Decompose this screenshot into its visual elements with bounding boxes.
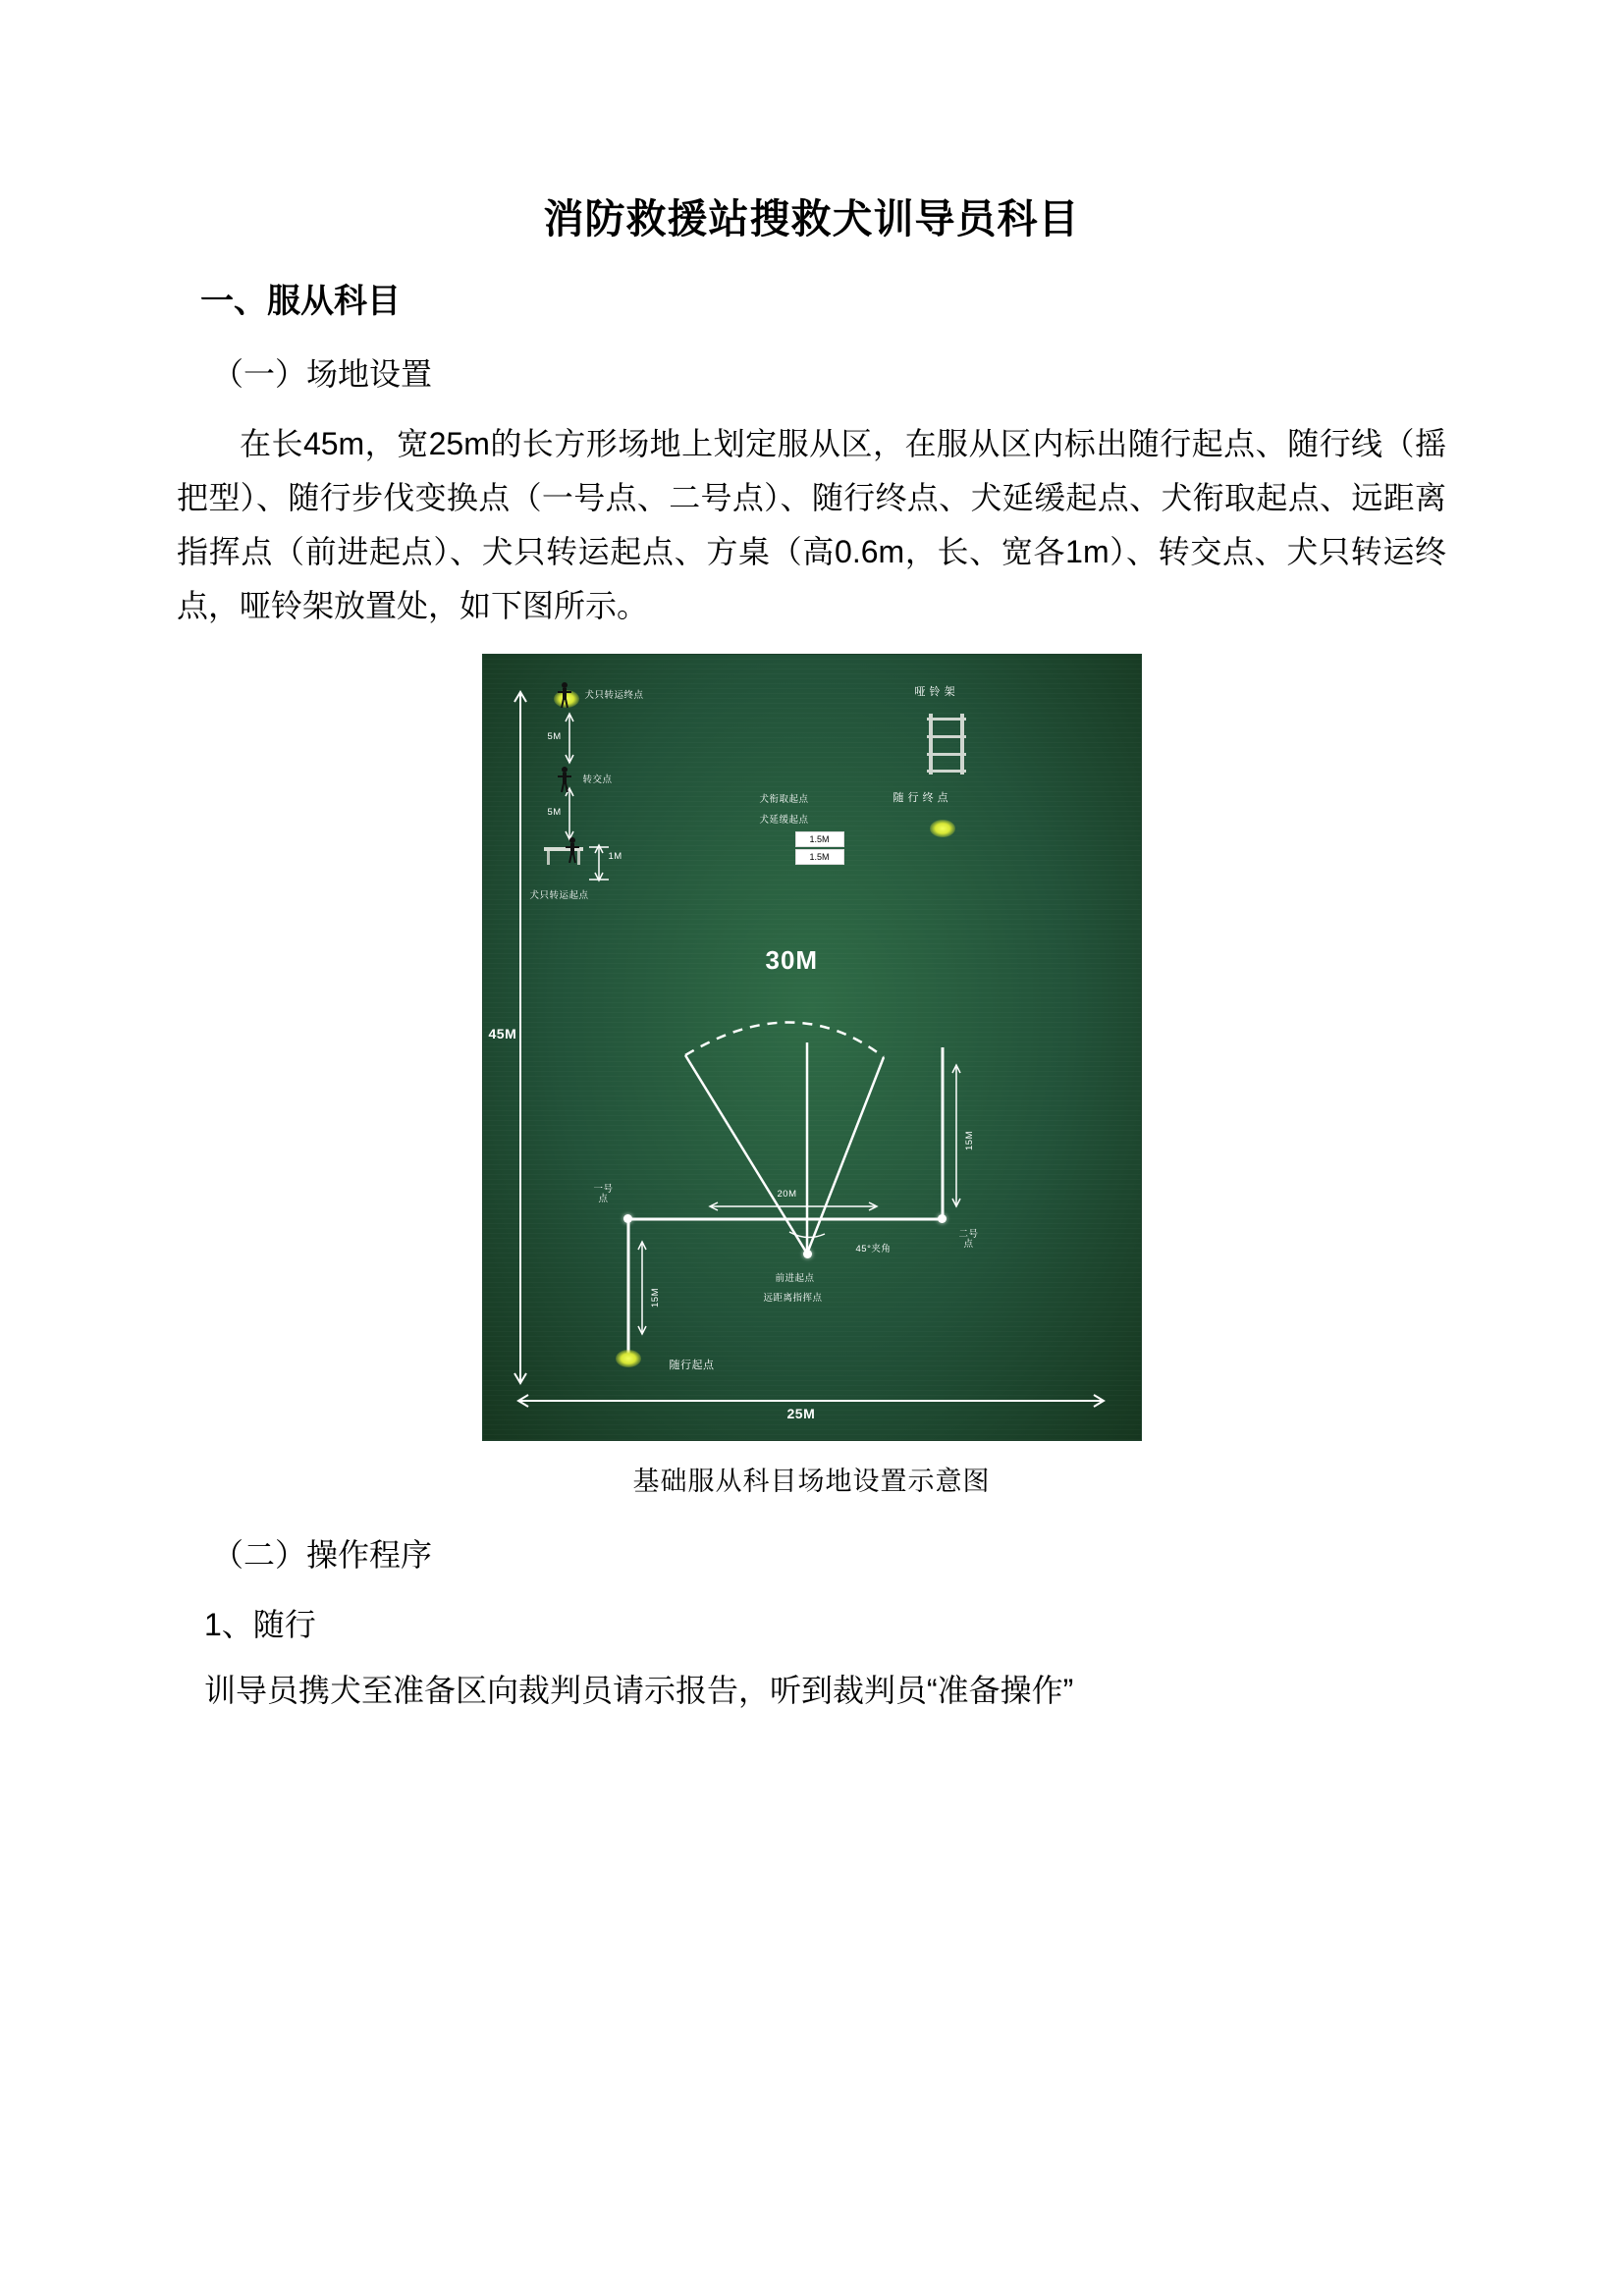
heading-section-b: （二）操作程序: [212, 1536, 433, 1573]
label-point-two: 二号点: [958, 1228, 979, 1251]
label-dim-15m-right: 15M: [963, 1130, 975, 1150]
label-dim-5m-b: 5M: [547, 806, 562, 818]
label-dim-20m: 20M: [777, 1188, 797, 1200]
box-label-1-5m-a: 1.5M: [795, 831, 844, 847]
label-transfer-point: 转交点: [582, 774, 613, 785]
label-remote-command: 远距离指挥点: [763, 1292, 823, 1304]
label-delay-start: 犬延缓起点: [759, 814, 809, 826]
person-icon-transfer-point: [558, 767, 571, 792]
heading-section-a: （一）场地设置: [212, 356, 433, 393]
marker-heel-start: [616, 1350, 641, 1367]
label-dim-5m-a: 5M: [547, 730, 562, 742]
figure-container: [177, 654, 1446, 1446]
label-dim-45m: 45M: [488, 1025, 517, 1041]
box-label-1-5m-b: 1.5M: [795, 849, 844, 865]
person-icon-transport-start: [566, 837, 579, 863]
label-dim-25m: 25M: [786, 1405, 816, 1421]
marker-point-one: [623, 1214, 632, 1223]
label-heel-end: 随 行 终 点: [893, 791, 949, 804]
figure-caption: 基础服从科目场地设置示意图: [632, 1466, 991, 1496]
person-icon-transport-end: [558, 682, 571, 708]
marker-point-two: [938, 1214, 947, 1223]
dumbbell-rack-icon: [925, 714, 968, 774]
label-point-one-a: 一号点: [593, 1183, 614, 1205]
label-dim-1m: 1M: [608, 850, 622, 862]
label-dumbbell-rack: 哑 铃 架: [914, 685, 956, 698]
page-title: 消防救援站搜救犬训导员科目: [543, 196, 1080, 241]
marker-heel-end: [930, 820, 955, 837]
heading-level-1: 一、服从科目: [200, 283, 401, 321]
label-dog-transport-start: 犬只转运起点: [529, 889, 589, 901]
paragraph-field-setup: 在长45m，宽25m的长方形场地上划定服从区，在服从区内标出随行起点、随行线（摇把型）、随行步伐变换点（一号点、二号点）、随行终点、犬延缓起点、犬衔取起点、远距离指挥点（前进起点）、犬只转运起点、方桌（高0.6m，长、宽各1m）、转交点、犬只转运终点，哑铃架放置处，如下图所示。: [177, 426, 1446, 624]
label-angle: 45°夹角: [855, 1243, 892, 1255]
label-heel-start: 随行起点: [669, 1359, 715, 1371]
label-retrieve-start: 犬衔取起点: [759, 793, 809, 805]
label-dim-15m-left: 15M: [649, 1287, 661, 1308]
label-forward-start: 前进起点: [775, 1272, 815, 1284]
list-item-1: 1、随行: [204, 1606, 316, 1642]
field-layout-diagram: [482, 654, 1142, 1441]
diagram-vector-layer: [483, 655, 1141, 1440]
marker-forward-start: [803, 1250, 812, 1258]
label-dim-30m: 30M: [765, 944, 819, 975]
paragraph-procedure: 训导员携犬至准备区向裁判员请示报告，听到裁判员“准备操作”: [204, 1672, 1074, 1708]
label-dog-transport-end: 犬只转运终点: [584, 689, 644, 701]
